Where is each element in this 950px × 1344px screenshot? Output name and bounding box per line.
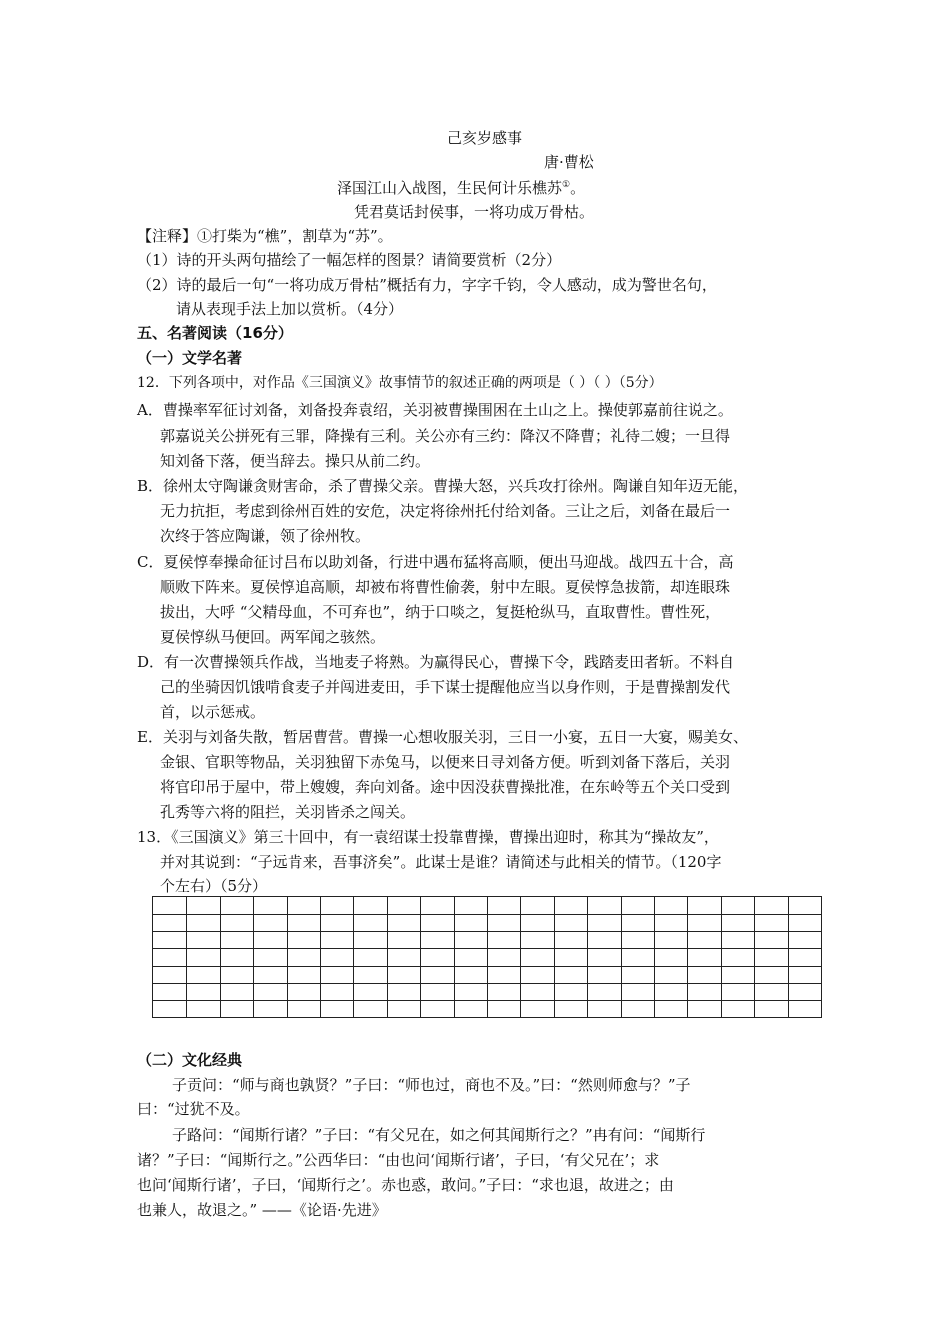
poem-question-2-line-2: 请从表现手法上加以赏析。（4分）	[176, 300, 404, 318]
subsection-literature-heading: （一）文学名著	[137, 349, 243, 367]
option-c-line: C．夏侯惇奉操命征讨吕布以助刘备，行进中遇布猛将高顺，便出马迎战。战四五十合，高	[137, 553, 734, 571]
option-c-line: 顺败下阵来。夏侯惇追高顺，却被布将曹性偷袭，射中左眼。夏侯惇急拔箭，却连眼珠	[160, 578, 731, 596]
classic-text-line: 也兼人，故退之。” ——《论语·先进》	[137, 1201, 387, 1219]
subsection-classics-heading: （二）文化经典	[137, 1051, 243, 1069]
option-d-line: 首，以示惩戒。	[160, 703, 266, 721]
question-12: 12．下列各项中，对作品《三国演义》故事情节的叙述正确的两项是（ ）（ ）（5分）	[137, 375, 663, 391]
option-a-line: A．曹操率军征讨刘备，刘备投奔袁绍，关羽被曹操围困在土山之上。操使郭嘉前往说之。	[137, 401, 733, 419]
option-d-line: 己的坐骑因饥饿啃食麦子并闯进麦田，手下谋士提醒他应当以身作则，于是曹操割发代	[160, 678, 731, 696]
poem-note: 【注释】①打柴为“樵”，割草为“苏”。	[137, 227, 393, 245]
question-13-line: 个左右）（5分）	[160, 877, 268, 895]
option-a-line: 知刘备下落，便当辞去。操只从前二约。	[160, 452, 431, 470]
classic-text-line: 曰：“过犹不及。	[137, 1100, 250, 1118]
grid-lines	[153, 897, 821, 1017]
poem-author: 唐·曹松	[544, 153, 594, 171]
option-a-line: 郭嘉说关公拼死有三罪，降操有三利。关公亦有三约：降汉不降曹；礼待二嫂；一旦得	[160, 427, 731, 445]
question-13-line: 13．《三国演义》第三十回中，有一袁绍谋士投靠曹操，曹操出迎时，称其为“操故友”，	[137, 828, 719, 846]
poem-question-1: （1）诗的开头两句描绘了一幅怎样的图景？请简要赏析（2分）	[137, 251, 562, 269]
classic-text-line: 子贡问：“师与商也孰贤？”子曰：“师也过，商也不及。”曰：“然则师愈与？”子	[172, 1076, 691, 1094]
classic-text-line: 也问‘闻斯行诸’，子曰，‘闻斯行之’。赤也惑，敢问。”子曰：“求也退，故进之；由	[137, 1176, 674, 1194]
option-e-line: 将官印吊于屋中，带上嫂嫂，奔向刘备。途中因没获曹操批准，在东岭等五个关口受到	[160, 778, 731, 796]
option-c-line: 拔出，大呼 “父精母血，不可弃也”，纳于口啖之，复挺枪纵马，直取曹性。曹性死，	[160, 603, 721, 621]
option-c-line: 夏侯惇纵马便回。两军闻之骇然。	[160, 628, 386, 646]
option-e-line: 孔秀等六将的阻拦，关羽皆杀之闯关。	[160, 803, 416, 821]
option-b-line: 次终于答应陶谦，领了徐州牧。	[160, 527, 371, 545]
option-e-line: 金银、官职等物品，关羽独留下赤兔马，以便来日寻刘备方便。听到刘备下落后，关羽	[160, 753, 731, 771]
poem-line-2: 凭君莫话封侯事，一将功成万骨枯。	[354, 203, 595, 221]
classic-text-line: 子路问：“闻斯行诸？”子曰：“有父兄在，如之何其闻斯行之？”冉有问：“闻斯行	[172, 1126, 706, 1144]
footnote-mark: ①	[562, 180, 571, 190]
option-b-line: 无力抗拒，考虑到徐州百姓的安危，决定将徐州托付给刘备。三让之后，刘备在最后一	[160, 502, 731, 520]
option-d-line: D．有一次曹操领兵作战，当地麦子将熟。为赢得民心，曹操下令，践踏麦田者斩。不料自	[137, 653, 735, 671]
option-e-line: E．关羽与刘备失散，暂居曹营。曹操一心想收服关羽，三日一小宴，五日一大宴，赐美女、	[137, 728, 748, 746]
poem-question-2-line-1: （2）诗的最后一句“一将功成万骨枯”概括有力，字字千钧，令人感动，成为警世名句，	[137, 276, 717, 294]
section-five-heading: 五、名著阅读（16分）	[137, 324, 293, 342]
poem-line-1-end: 。	[570, 179, 586, 197]
answer-writing-grid[interactable]	[152, 896, 822, 1018]
question-13-line: 并对其说到：“子远肯来，吾事济矣”。此谋士是谁？请简述与此相关的情节。（120字	[160, 853, 722, 871]
poem-line-1	[337, 176, 585, 200]
option-b-line: B．徐州太守陶谦贪财害命，杀了曹操父亲。曹操大怒，兴兵攻打徐州。陶谦自知年迈无能，	[137, 477, 749, 495]
classic-text-line: 诸？”子曰：“闻斯行之。”公西华曰：“由也问‘闻斯行诸’，子曰，‘有父兄在’；求	[137, 1151, 660, 1169]
poem-line-1-text: 泽国江山入战图，生民何计乐樵苏	[337, 179, 563, 197]
poem-title: 己亥岁感事	[447, 129, 523, 147]
